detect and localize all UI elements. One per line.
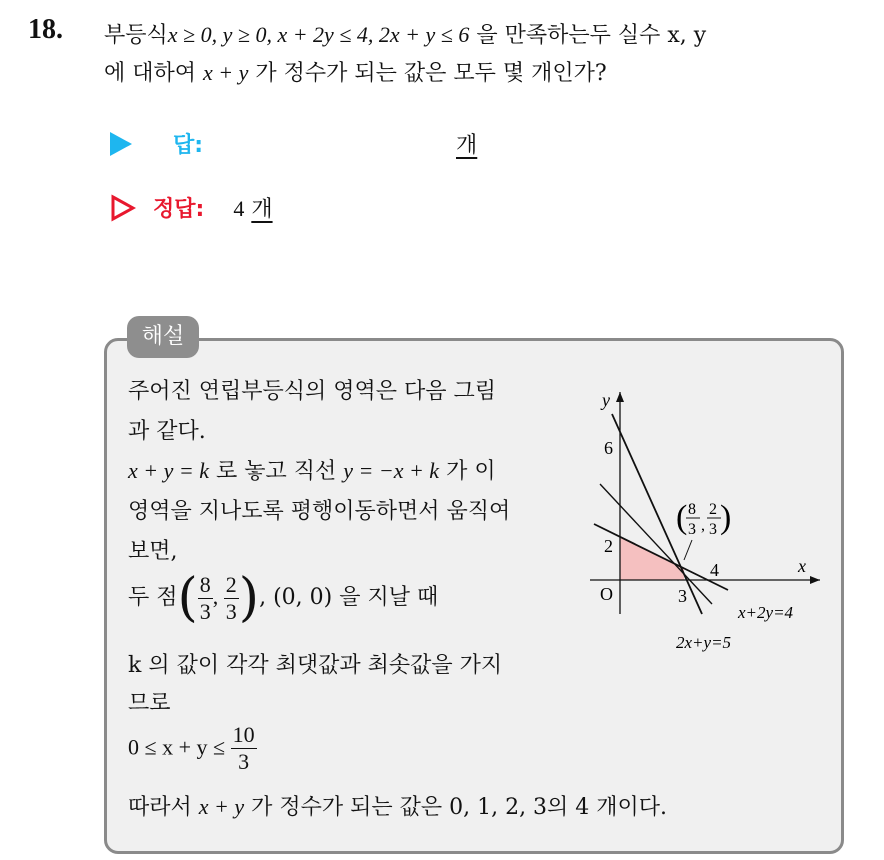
line-label-2xy5: 2x+y=5 <box>676 633 732 652</box>
x-tick-4: 4 <box>710 560 719 580</box>
problem-line1-math: x ≥ 0, y ≥ 0, x + 2y ≤ 4, 2x + y ≤ 6 <box>167 22 470 47</box>
solution-line6-text1: 두 점 <box>128 585 178 610</box>
x-axis-arrow <box>810 576 820 584</box>
point-label-den2: 3 <box>709 521 717 538</box>
solution-line-10 <box>128 790 667 821</box>
play-arrow-icon <box>110 132 132 156</box>
answer-unit: 개 <box>456 133 478 158</box>
problem-line-2 <box>104 56 607 87</box>
y-tick-2: 2 <box>604 536 613 556</box>
solution-line10-text2: 가 정수가 되는 값은 0, 1, 2, 3의 4 개이다. <box>244 795 668 820</box>
correct-answer-unit: 개 <box>251 197 273 222</box>
left-paren: ( <box>177 568 198 628</box>
correct-answer-row <box>110 192 273 223</box>
outline-arrow-icon <box>110 194 136 222</box>
y-axis-label: y <box>602 390 610 410</box>
frac-den: 3 <box>238 749 250 774</box>
solution-line-8: 므로 <box>128 691 171 716</box>
solution-line-1: 주어진 연립부등식의 영역은 다음 그림 <box>128 379 497 404</box>
point-pointer <box>684 540 692 560</box>
problem-line2-prefix: 에 대하여 <box>104 61 203 86</box>
y-axis-arrow <box>616 392 624 402</box>
solution-line3-text2: 가 이 <box>439 459 496 484</box>
feasible-region-graph <box>580 384 830 654</box>
frac-num: 10 <box>232 722 255 747</box>
solution-line-5: 보면, <box>128 539 178 564</box>
point-label-num2: 2 <box>709 501 717 518</box>
problem-number: 18. <box>28 14 63 45</box>
origin-label: O <box>600 584 613 604</box>
correct-answer-label: 정답: <box>153 197 205 222</box>
solution-line-4: 영역을 지나도록 평행이동하면서 움직여 <box>128 499 511 524</box>
point-label-den1: 3 <box>688 521 696 538</box>
line-label-x2y4: x+2y=4 <box>738 603 794 622</box>
fraction-2-3 <box>224 572 239 625</box>
problem-line1-prefix: 부등식 <box>104 23 168 48</box>
problem-line1-suffix: 을 만족하는두 실수 x, y <box>469 23 707 48</box>
solution-line-9 <box>128 722 257 775</box>
fraction-10-3 <box>231 722 257 775</box>
problem-line-1 <box>104 18 706 49</box>
solution-line-6: 두 점( $\frac{8}{3}$ , $\frac{2}{3}$ ), (0, 0) 을 지날 때 <box>128 568 439 628</box>
problem-line2-text: 가 정수가 되는 값은 모두 몇 개인가? <box>248 61 607 86</box>
x-tick-3: 3 <box>678 586 687 606</box>
frac-num: 2 <box>225 571 237 597</box>
point-label-open-paren: ( <box>676 499 688 536</box>
solution-line-7: k 의 값이 각각 최댓값과 최솟값을 가지 <box>128 653 503 678</box>
frac-den: 3 <box>199 598 211 624</box>
point-label-close-paren: ) <box>720 499 732 536</box>
x-axis-label: x <box>798 556 806 576</box>
fraction-8-3 <box>198 572 213 625</box>
solution-line3-eq1: x + y = k <box>128 458 209 483</box>
frac-den: 3 <box>225 598 237 624</box>
solution-tag: 해설 <box>127 316 199 358</box>
solution-line3-eq2: y = −x + k <box>343 458 440 483</box>
solution-line3-text1: 로 놓고 직선 <box>209 459 344 484</box>
answer-row <box>110 128 478 159</box>
solution-line10-math: x + y <box>198 794 245 819</box>
correct-answer-number: 4 <box>233 196 245 221</box>
answer-label: 답: <box>173 133 204 158</box>
solution-line-2: 과 같다. <box>128 419 206 444</box>
feasible-region <box>620 536 684 580</box>
right-paren: ) <box>238 568 260 628</box>
point-label-comma: , <box>701 517 705 534</box>
solution-line6-text2: , (0, 0) 을 지날 때 <box>259 585 439 610</box>
solution-line-3 <box>128 454 496 485</box>
point-label-num1: 8 <box>688 501 696 518</box>
correct-answer-value <box>233 197 272 222</box>
problem-line2-math: x + y <box>203 60 249 85</box>
solution-line10-text1: 따라서 <box>128 795 199 820</box>
y-tick-6: 6 <box>604 438 613 458</box>
frac-num: 8 <box>199 571 211 597</box>
solution-inequality: 0 ≤ x + y ≤ <box>128 734 231 760</box>
